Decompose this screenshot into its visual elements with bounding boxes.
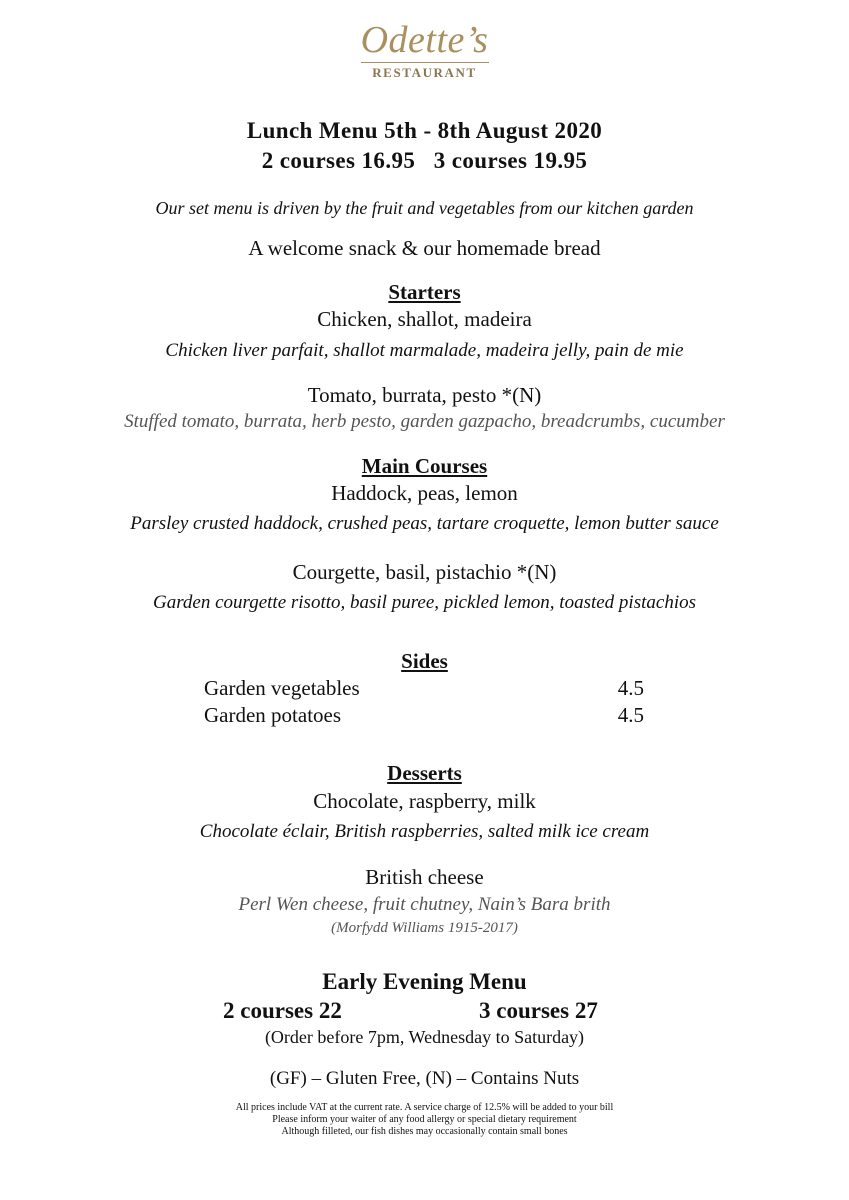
side-1-price: 4.5: [617, 676, 644, 700]
side-1-name: Garden vegetables: [204, 676, 360, 700]
main-1-desc: Parsley crusted haddock, crushed peas, tartare croquette, lemon butter sauce: [130, 513, 719, 534]
section-starters: Starters: [388, 280, 461, 304]
evening-three-courses: 3 courses 27: [479, 998, 598, 1023]
section-sides: Sides: [401, 649, 448, 673]
dessert-2-name: British cheese: [365, 865, 484, 889]
footer-line-3: Although filleted, our fish dishes may occasionally contain small bones: [281, 1126, 568, 1137]
welcome-line: A welcome snack & our homemade bread: [248, 236, 601, 260]
side-2-price: 4.5: [617, 703, 644, 727]
main-1-name: Haddock, peas, lemon: [331, 481, 518, 505]
section-desserts: Desserts: [387, 761, 462, 785]
starter-2-name: Tomato, burrata, pesto *(N): [307, 383, 542, 407]
menu-intro: Our set menu is driven by the fruit and vegetables from our kitchen garden: [155, 198, 694, 218]
logo-subtitle: RESTAURANT: [372, 65, 477, 80]
dessert-2-desc: Perl Wen cheese, fruit chutney, Nain’s Bara brith: [238, 894, 611, 915]
section-mains: Main Courses: [361, 454, 488, 478]
side-2-name: Garden potatoes: [204, 703, 342, 727]
menu-prices: 2 courses 16.95 3 courses 19.95: [261, 148, 588, 173]
main-2-name: Courgette, basil, pistachio *(N): [292, 560, 557, 584]
menu-title: Lunch Menu 5th - 8th August 2020: [246, 118, 603, 143]
logo-name: Odette’s: [360, 19, 489, 61]
dessert-1-name: Chocolate, raspberry, milk: [313, 789, 536, 813]
starter-1-name: Chicken, shallot, madeira: [317, 307, 532, 331]
restaurant-logo: [0, 20, 849, 80]
evening-two-courses: 2 courses 22: [223, 998, 342, 1023]
starter-1-desc: Chicken liver parfait, shallot marmalade, madeira jelly, pain de mie: [165, 340, 684, 361]
logo-divider: [361, 62, 489, 63]
footer-line-1: All prices include VAT at the current rate. A service charge of 12.5% will be added to your bill: [235, 1102, 614, 1113]
starter-2-desc: Stuffed tomato, burrata, herb pesto, garden gazpacho, breadcrumbs, cucumber: [124, 411, 725, 432]
allergen-legend: (GF) – Gluten Free, (N) – Contains Nuts: [269, 1068, 580, 1089]
evening-title: Early Evening Menu: [322, 969, 527, 994]
evening-note: (Order before 7pm, Wednesday to Saturday): [264, 1027, 585, 1047]
main-2-desc: Garden courgette risotto, basil puree, pickled lemon, toasted pistachios: [152, 592, 696, 613]
dessert-1-desc: Chocolate éclair, British raspberries, salted milk ice cream: [199, 821, 650, 842]
footer-line-2: Please inform your waiter of any food allergy or special dietary requirement: [272, 1114, 577, 1125]
dessert-2-note: (Morfydd Williams 1915-2017): [331, 920, 518, 936]
